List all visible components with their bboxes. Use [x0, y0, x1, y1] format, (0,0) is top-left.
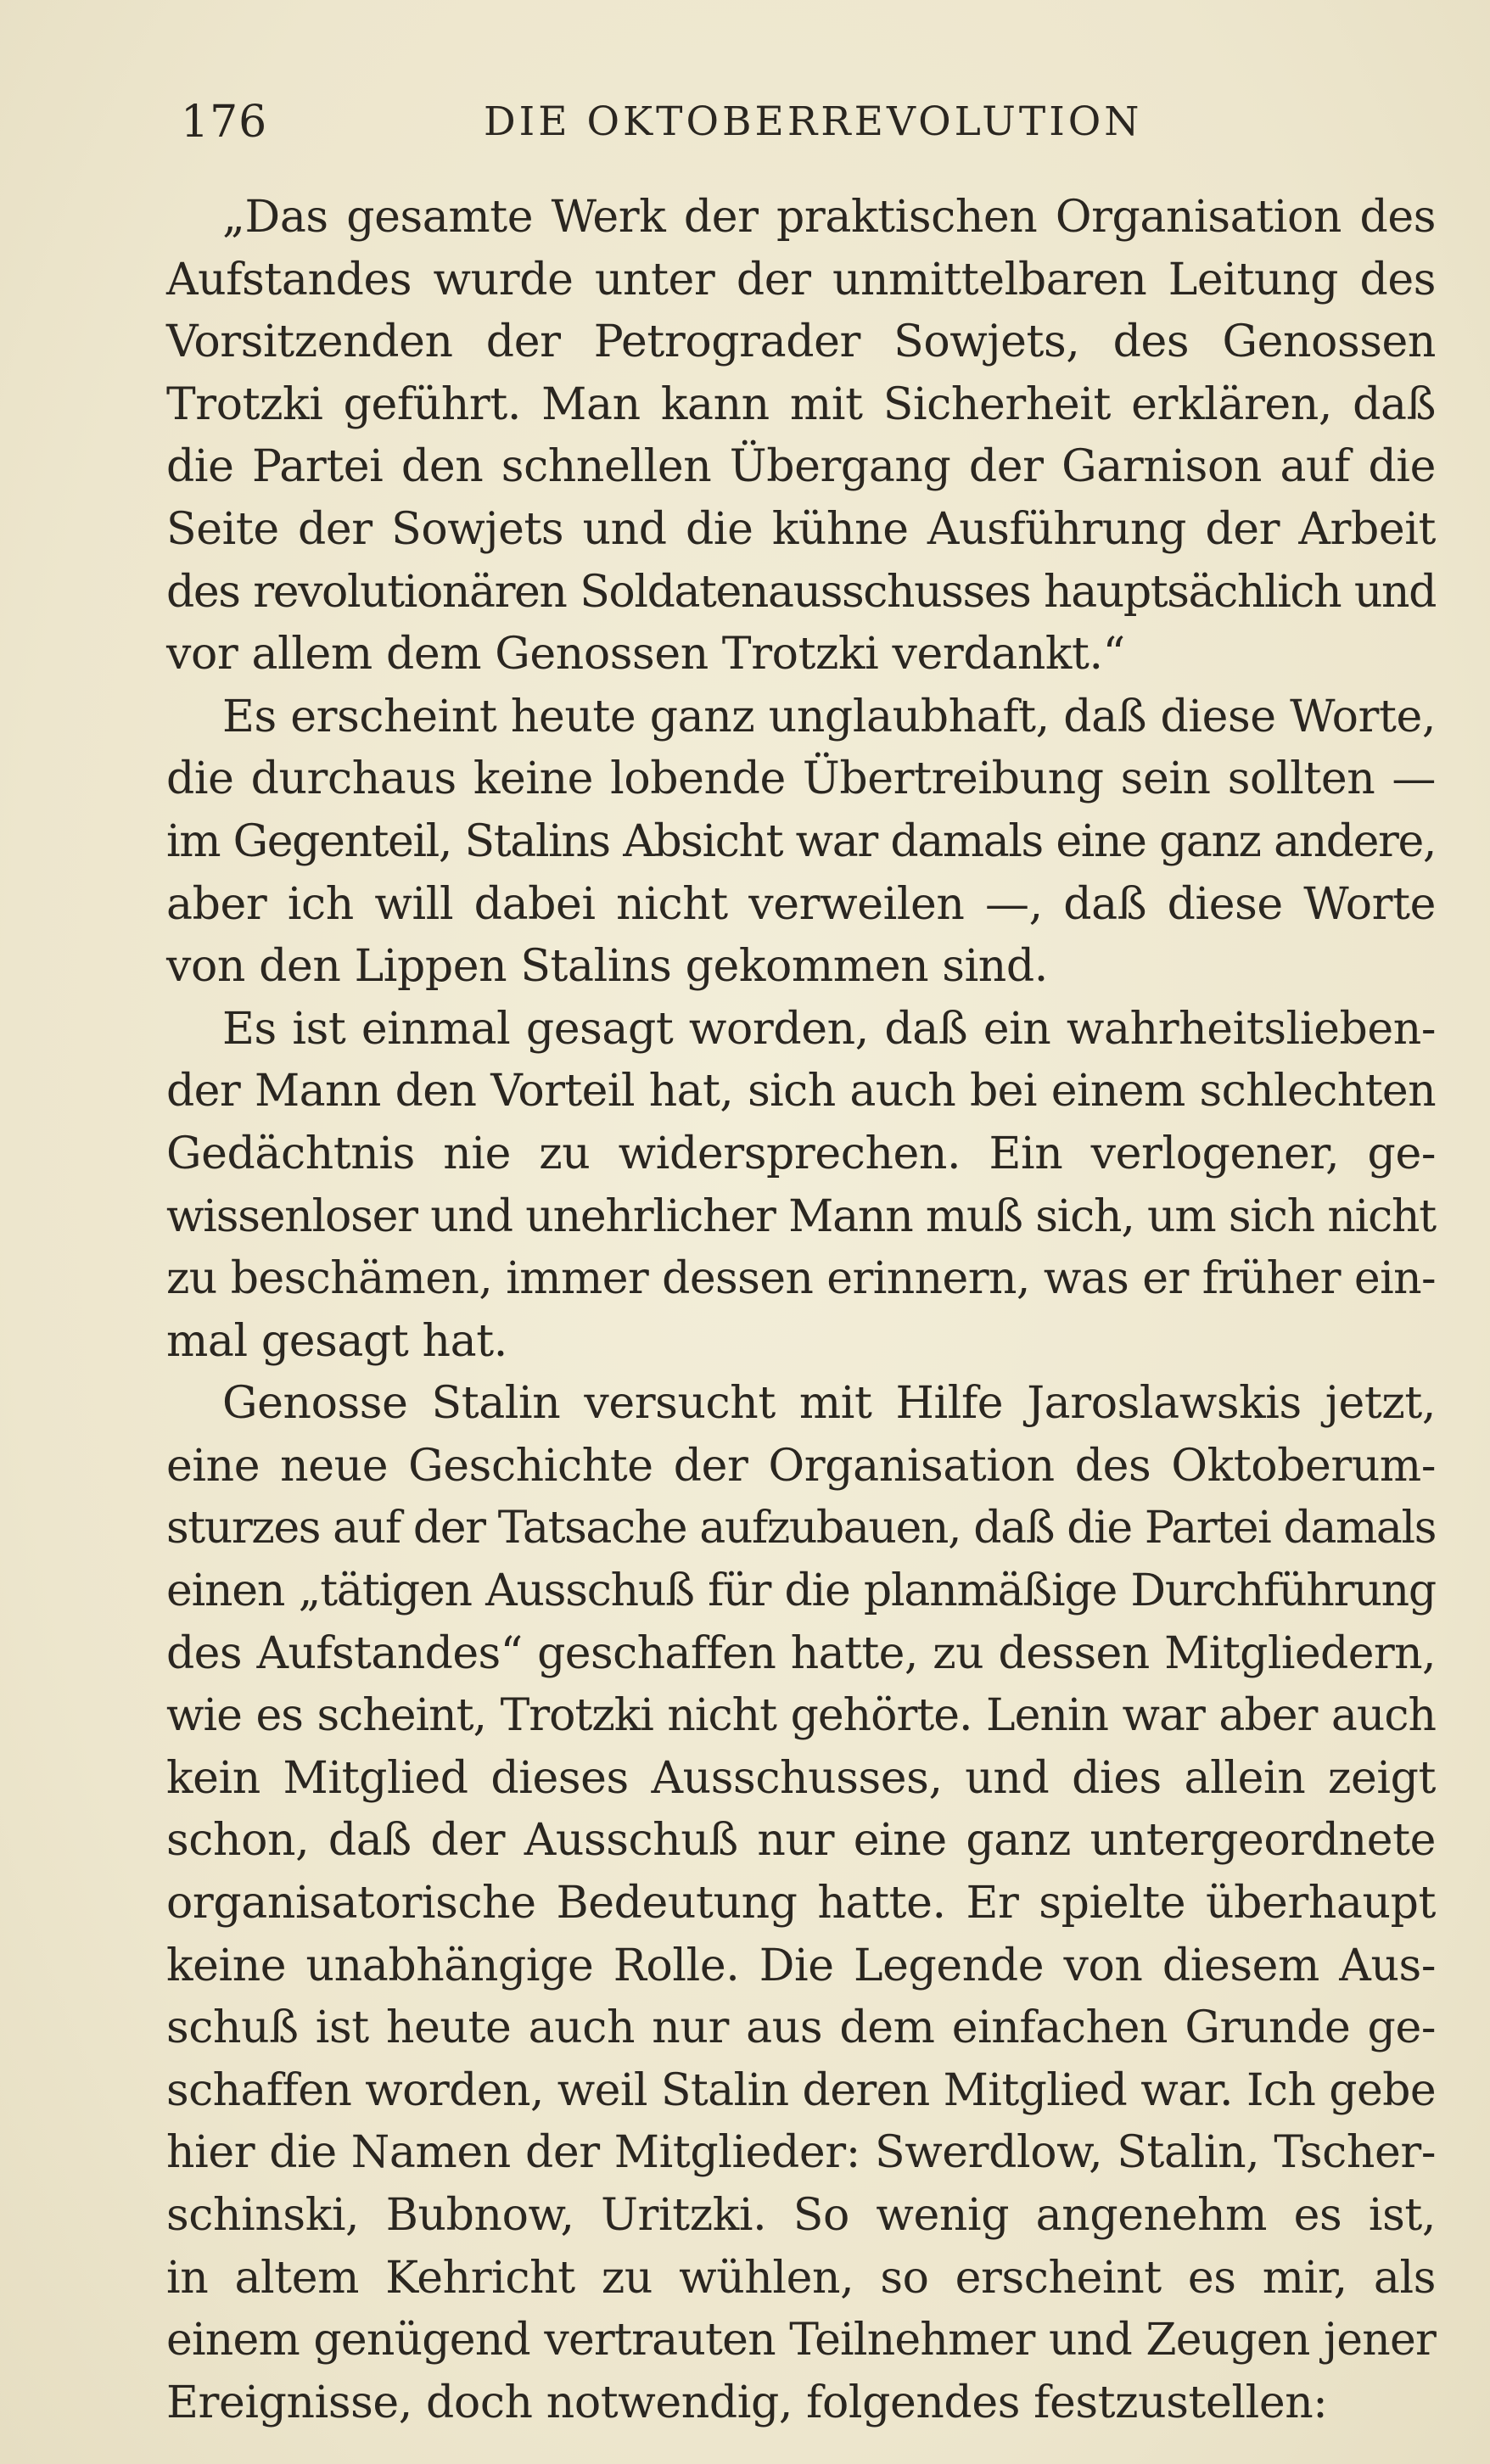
text-line: wissenloser und unehrlicher Mann muß sich, um sich nicht [166, 1190, 1436, 1242]
running-title: DIE OKTOBERREVOLUTION [484, 98, 1143, 145]
text-line: schon, daß der Ausschuß nur eine ganz untergeordnete [166, 1815, 1436, 1867]
page-number: 176 [181, 97, 268, 148]
text-line: sturzes auf der Tatsache aufzubauen, daß die Partei damals [166, 1503, 1436, 1554]
text-line: vor allem dem Genossen Trotzki verdankt.“ [166, 629, 1125, 680]
body-text [166, 187, 1436, 2434]
text-line: Genosse Stalin versucht mit Hilfe Jaroslawskis jetzt, [222, 1378, 1436, 1430]
text-line: aber ich will dabei nicht verweilen —, daß diese Worte [166, 878, 1436, 930]
text-line: hier die Namen der Mitglieder: Swerdlow, Stalin, Tscher- [166, 2127, 1436, 2179]
text-line: Es ist einmal gesagt worden, daß ein wahrheitslieben- [222, 1003, 1436, 1055]
text-line: Vorsitzenden der Petrograder Sowjets, des Genossen [166, 316, 1436, 368]
text-line: des revolutionären Soldatenausschusses hauptsächlich und [166, 566, 1436, 618]
text-line: Aufstandes wurde unter der unmittelbaren Leitung des [166, 254, 1436, 305]
text-line: mal gesagt hat. [166, 1315, 507, 1367]
text-line: eine neue Geschichte der Organisation des Oktoberum- [166, 1440, 1436, 1492]
text-line: schinski, Bubnow, Uritzki. So wenig angenehm es ist, [166, 2190, 1436, 2241]
text-line: im Gegenteil, Stalins Absicht war damals eine ganz andere, [166, 815, 1436, 867]
text-line: in altem Kehricht zu wühlen, so erscheint es mir, als [166, 2252, 1436, 2304]
text-line: Seite der Sowjets und die kühne Ausführung der Arbeit [166, 503, 1436, 555]
text-line: wie es scheint, Trotzki nicht gehörte. Lenin war aber auch [166, 1690, 1436, 1742]
text-line: schuß ist heute auch nur aus dem einfachen Grunde ge- [166, 2002, 1436, 2054]
text-line: des Aufstandes“ geschaffen hatte, zu dessen Mitgliedern, [166, 1627, 1436, 1679]
text-line: schaffen worden, weil Stalin deren Mitglied war. Ich gebe [166, 2064, 1436, 2116]
text-line: von den Lippen Stalins gekommen sind. [166, 941, 1048, 993]
text-line: keine unabhängige Rolle. Die Legende von diesem Aus- [166, 1940, 1436, 1991]
text-line: Trotzki geführt. Man kann mit Sicherheit erklären, daß [166, 378, 1436, 430]
text-line: Es erscheint heute ganz unglaubhaft, daß diese Worte, [222, 691, 1436, 742]
text-line: einem genügend vertrauten Teilnehmer und Zeugen jener [166, 2315, 1436, 2366]
text-line: kein Mitglied dieses Ausschusses, und dies allein zeigt [166, 1752, 1436, 1804]
text-line: einen „tätigen Ausschuß für die planmäßige Durchführung [166, 1565, 1436, 1617]
text-line: die Partei den schnellen Übergang der Garnison auf die [166, 441, 1436, 493]
running-head [181, 88, 1437, 156]
text-line: „Das gesamte Werk der praktischen Organisation des [222, 192, 1436, 243]
text-line: Ereignisse, doch notwendig, folgendes festzustellen: [166, 2377, 1328, 2428]
text-line: zu beschämen, immer dessen erinnern, was er früher ein- [166, 1253, 1436, 1305]
text-line: die durchaus keine lobende Übertreibung sein sollten — [166, 753, 1436, 805]
text-line: Gedächtnis nie zu widersprechen. Ein verlogener, ge- [166, 1128, 1436, 1179]
text-line: organisatorische Bedeutung hatte. Er spielte überhaupt [166, 1878, 1436, 1929]
text-line: der Mann den Vorteil hat, sich auch bei einem schlechten [166, 1066, 1436, 1117]
